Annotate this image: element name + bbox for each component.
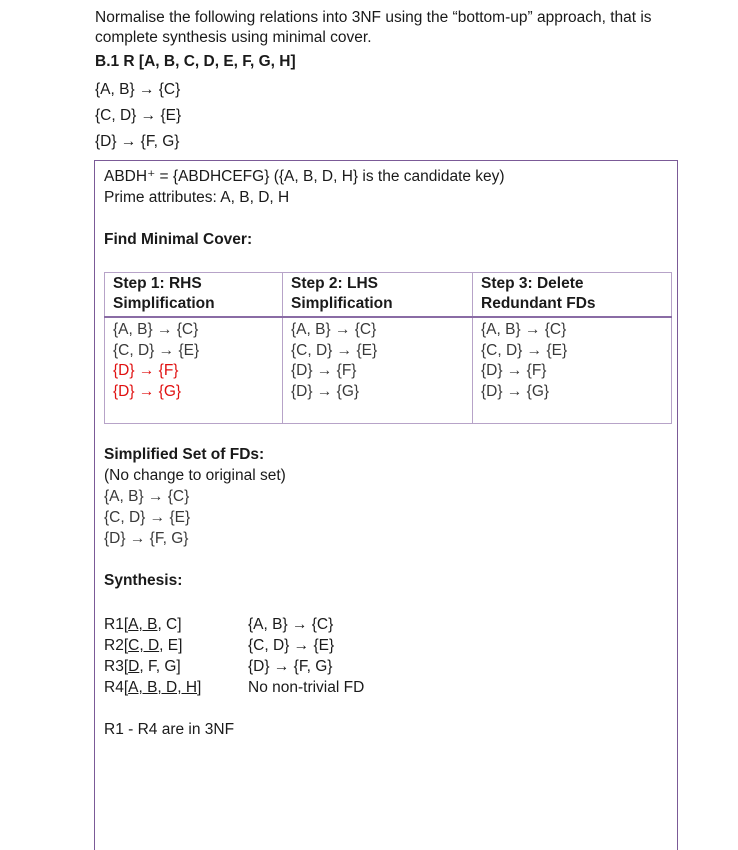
- minimal-cover-table: [104, 272, 672, 424]
- fd-2: {C, D} → {E}: [95, 107, 182, 124]
- header-step3-line2: Redundant FDs: [481, 295, 596, 312]
- step2-fd: {A, B} → {C}: [291, 321, 377, 338]
- step1-fd: {C, D} → {E}: [113, 341, 200, 359]
- synthesis-heading: Synthesis:: [104, 572, 183, 589]
- relation-heading: B.1 R [A, B, C, D, E, F, G, H]: [95, 53, 296, 70]
- header-step2-line2: Simplification: [291, 295, 393, 312]
- simplified-fd-1: {A, B} → {C}: [104, 488, 190, 505]
- step3-fd: {D} → {F}: [481, 362, 547, 379]
- step3-fd: {A, B} → {C}: [481, 321, 567, 338]
- relation-name: R3: [104, 658, 124, 675]
- conclusion: R1 - R4 are in 3NF: [104, 721, 235, 738]
- relation-key: C, D: [128, 637, 160, 654]
- relation-r1-fd: {A, B} → {C}: [248, 616, 334, 633]
- relation-r3-fd: {D} → {F, G}: [248, 658, 333, 675]
- simplified-heading: Simplified Set of FDs:: [104, 446, 265, 463]
- simplified-fd-2: {C, D} → {E}: [104, 509, 191, 526]
- minimal-cover-heading: Find Minimal Cover:: [104, 231, 253, 248]
- step3-cell: [473, 317, 672, 424]
- header-step1: [105, 273, 283, 318]
- simplified-fd-3: {D} → {F, G}: [104, 530, 189, 547]
- relation-name: R2: [104, 637, 124, 654]
- relation-r3: R3[D, F, G]: [104, 658, 181, 675]
- step2-fd: {D} → {G}: [291, 382, 360, 400]
- relation-r4: R4[A, B, D, H]: [104, 679, 202, 696]
- relation-key: A, B: [128, 616, 158, 633]
- step2-cell: [283, 317, 473, 424]
- step1-fd-highlighted: {D} → {F}: [113, 362, 179, 379]
- step1-cell: [105, 317, 283, 424]
- step2-fd: {C, D} → {E}: [291, 341, 378, 359]
- header-step3: [473, 273, 672, 318]
- closure-text: ABDH⁺ = {ABDHCEFG} ({A, B, D, H} is the candidate key): [104, 168, 505, 185]
- relation-rest: ]: [197, 679, 202, 696]
- step3-fd: {C, D} → {E}: [481, 341, 568, 359]
- step2-fd: {D} → {F}: [291, 362, 357, 379]
- relation-rest: , E]: [159, 637, 183, 654]
- relation-name: R4: [104, 679, 124, 696]
- header-step2: [283, 273, 473, 318]
- header-step1-line1: Step 1: RHS: [113, 275, 202, 292]
- fd-3: {D} → {F, G}: [95, 133, 180, 150]
- relation-r4-fd: No non-trivial FD: [248, 679, 365, 696]
- header-step1-line2: Simplification: [113, 295, 215, 312]
- relation-r2-fd: {C, D} → {E}: [248, 637, 335, 654]
- header-step2-line1: Step 2: LHS: [291, 275, 378, 292]
- relation-r2: R2[C, D, E]: [104, 637, 183, 654]
- fd-1: {A, B} → {C}: [95, 81, 181, 98]
- header-step3-line1: Step 3: Delete: [481, 275, 584, 292]
- step1-fd: {A, B} → {C}: [113, 321, 199, 338]
- question-text: Normalise the following relations into 3NF using the “bottom-up” approach, that is complete synthesis using minimal cover.: [95, 9, 652, 46]
- relation-key: D: [128, 658, 140, 675]
- prime-attributes: Prime attributes: A, B, D, H: [104, 189, 290, 206]
- relation-name: R1: [104, 616, 124, 633]
- relation-r1: R1[A, B, C]: [104, 616, 182, 633]
- relation-rest: , C]: [157, 616, 182, 633]
- simplified-note: (No change to original set): [104, 467, 286, 484]
- relation-key: A, B, D, H: [128, 679, 198, 696]
- step1-fd-highlighted: {D} → {G}: [113, 382, 182, 400]
- relation-rest: , F, G]: [139, 658, 181, 675]
- step3-fd: {D} → {G}: [481, 382, 550, 400]
